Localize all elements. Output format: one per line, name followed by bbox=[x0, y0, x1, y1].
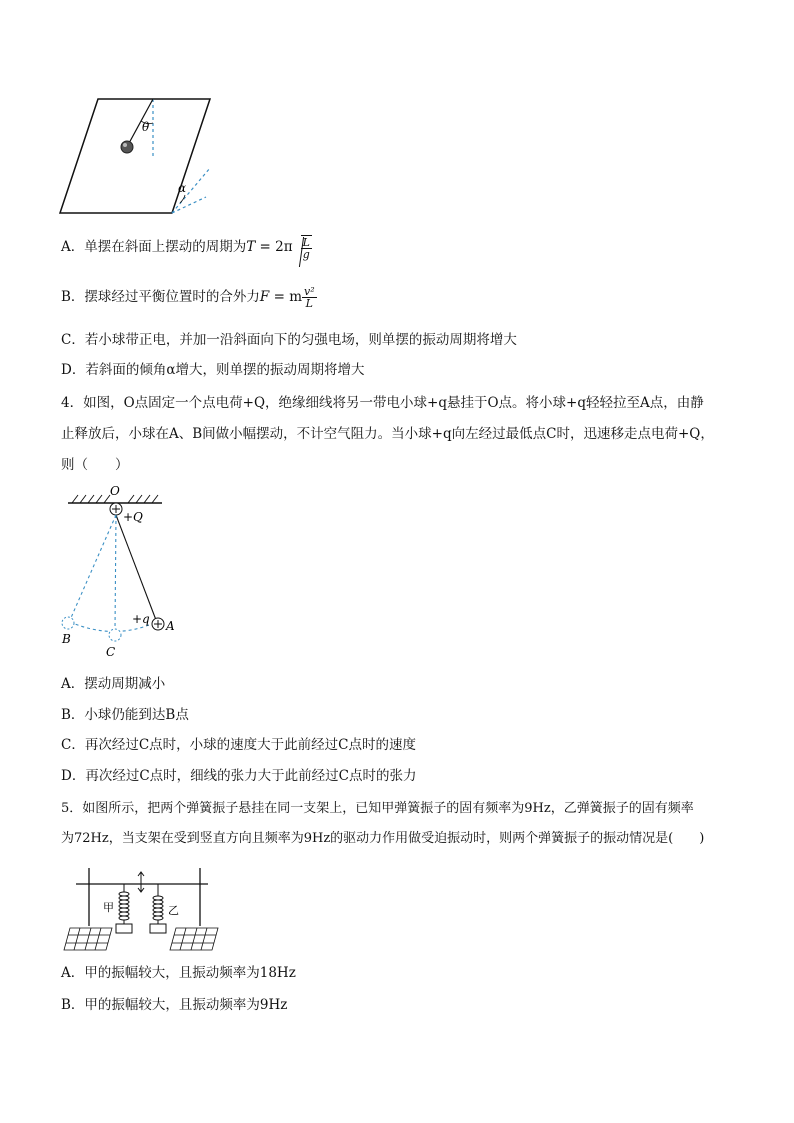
q4-option-a: A．摆动周期减小 bbox=[61, 676, 166, 692]
q4-stem-line2: 止释放后，小球在A、B间做小幅摆动，不计空气阻力。当小球+q向左经过最低点C时，迅速移走点电荷+Q， bbox=[61, 426, 714, 442]
label-B: B bbox=[62, 632, 71, 646]
label-C: C bbox=[106, 645, 116, 659]
label-plus-Q: +Q bbox=[123, 510, 143, 524]
fraction-expression: $\frac{\text{v²}}{L}$ bbox=[304, 285, 315, 310]
q5-option-b: B．甲的振幅较大，且振动频率为9Hz bbox=[61, 997, 288, 1013]
q5-stem-line2: 为72Hz，当支架在受到竖直方向且频率为9Hz的驱动力作用做受迫振动时，则两个弹簧振子的振动情况是( ) bbox=[61, 831, 705, 846]
spring-oscillators-figure bbox=[60, 858, 220, 956]
q3-option-a: A．单摆在斜面上摆动的周期为T = 2π $\frac{L}{g}$ bbox=[61, 236, 310, 261]
q5-stem-line1: 5．如图所示，把两个弹簧振子悬挂在同一支架上，已知甲弹簧振子的固有频率为9Hz，乙弹簧振子的固有频率 bbox=[61, 801, 694, 816]
label-yi: 乙 bbox=[168, 904, 179, 917]
q5-option-a: A．甲的振幅较大，且振动频率为18Hz bbox=[61, 965, 296, 981]
label-plus-q: +q bbox=[132, 612, 150, 626]
q3-option-d: D．若斜面的倾角α增大，则单摆的振动周期将增大 bbox=[61, 362, 365, 378]
q3-option-b: B．摆球经过平衡位置时的合外力F = m $\frac{\text{v²}}{L}$ bbox=[61, 285, 315, 310]
theta-label: θ bbox=[142, 120, 150, 134]
q4-option-c: C．再次经过C点时，小球的速度大于此前经过C点时的速度 bbox=[61, 737, 416, 753]
label-jia: 甲 bbox=[103, 901, 114, 914]
q4-stem-line1: 4．如图，O点固定一个点电荷+Q，绝缘细线将另一带电小球+q悬挂于O点。将小球+q轻轻拉至A点，由静 bbox=[61, 395, 704, 411]
sqrt-expression: $\frac{L}{g}$ bbox=[293, 235, 312, 260]
label-A: A bbox=[166, 619, 175, 633]
q4-stem-line3: 则（ ） bbox=[61, 457, 129, 473]
incline-pendulum-figure bbox=[60, 95, 215, 220]
alpha-label: α bbox=[178, 181, 187, 195]
label-O: O bbox=[110, 484, 120, 498]
charged-pendulum-figure bbox=[60, 483, 190, 663]
q4-option-d: D．再次经过C点时，细线的张力大于此前经过C点时的张力 bbox=[61, 768, 417, 784]
q3-option-c: C．若小球带正电，并加一沿斜面向下的匀强电场，则单摆的振动周期将增大 bbox=[61, 332, 517, 348]
q4-option-b: B．小球仍能到达B点 bbox=[61, 707, 189, 723]
